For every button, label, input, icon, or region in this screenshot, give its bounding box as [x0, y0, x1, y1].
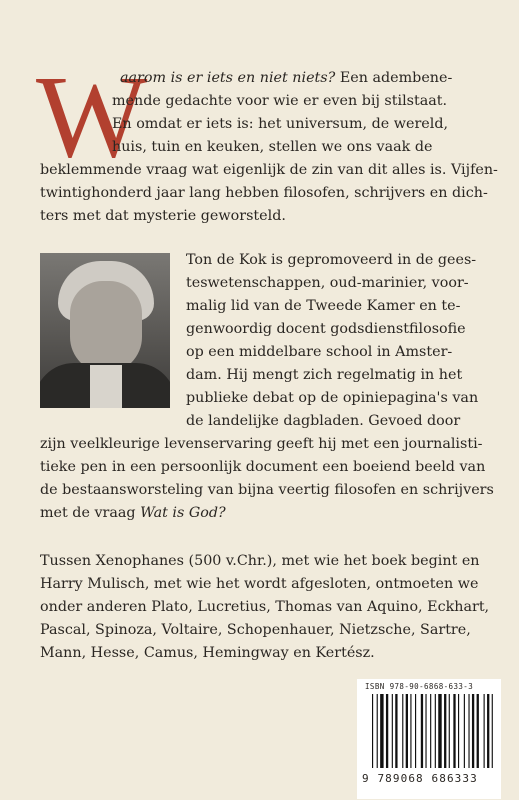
barcode-bar — [392, 694, 393, 768]
bio-line: malig lid van de Tweede Kamer en te- — [186, 298, 461, 314]
barcode-bar — [425, 694, 426, 768]
intro-line: beklemmende vraag wat eigenlijk de zin van dit alles is. Vijfen- — [40, 162, 498, 178]
drop-cap: W — [36, 51, 148, 182]
intro-line: En omdat er iets is: het universum, de wereld, — [112, 116, 449, 132]
barcode-bar — [458, 694, 459, 768]
barcode-bar — [406, 694, 408, 768]
bio-line: tieke pen in een persoonlijk document een boeiend beeld van — [40, 459, 486, 475]
intro-line: ters met dat mysterie geworsteld. — [40, 208, 286, 224]
closing-line: Pascal, Spinoza, Voltaire, Schopenhauer, Nietzsche, Sartre, — [40, 622, 471, 638]
closing-line: Tussen Xenophanes (500 v.Chr.), met wie het boek begint en — [40, 553, 480, 569]
isbn-label: ISBN 978-90-6868-633-3 — [365, 682, 474, 691]
bio-line: de landelijke dagbladen. Gevoed door — [186, 413, 461, 429]
bio-line: publieke debat op de opiniepagina's van — [186, 390, 479, 406]
bio-last-prefix: met de vraag — [40, 505, 141, 521]
bio-line: genwoordig docent godsdienstfilosofie — [186, 321, 466, 337]
intro-line: mende gedachte voor wie er even bij stilstaat. — [112, 93, 448, 109]
barcode-bar — [435, 694, 436, 768]
intro-line-1 — [120, 71, 452, 85]
barcode-bar — [415, 694, 416, 768]
barcode-bar — [380, 694, 383, 768]
intro-lead-italic: aarom is er iets en niet niets? — [120, 70, 336, 86]
barcode-bar — [377, 694, 378, 768]
barcode-bar — [453, 694, 455, 768]
barcode-bar — [464, 694, 465, 768]
barcode-bar — [386, 694, 388, 768]
bio-line: zijn veelkleurige levenservaring geeft hij met een journalisti- — [40, 436, 483, 452]
bio-line: op een middelbare school in Amster- — [186, 344, 453, 360]
bio-line: de bestaansworsteling van bijna veertig filosofen en schrijvers — [40, 482, 494, 498]
barcode-bar — [492, 694, 493, 768]
intro-line: twintighonderd jaar lang hebben filosofen, schrijvers en dich- — [40, 185, 488, 201]
barcode-bar — [395, 694, 397, 768]
barcode-bar — [438, 694, 441, 768]
barcode-bar — [402, 694, 403, 768]
barcode-bar — [421, 694, 423, 768]
intro-line: huis, tuin en keuken, stellen we ons vaak de — [112, 139, 433, 155]
closing-line: Mann, Hesse, Camus, Hemingway en Kertész. — [40, 645, 375, 661]
book-title-italic: Wat is God? — [140, 505, 226, 521]
barcode-bar — [477, 694, 479, 768]
barcode — [372, 694, 496, 768]
barcode-bar — [487, 694, 489, 768]
barcode-bar — [410, 694, 411, 768]
intro-lead-rest: Een adembene- — [335, 70, 453, 86]
barcode-bar — [484, 694, 485, 768]
bio-line: teswetenschappen, oud-marinier, voor- — [186, 275, 469, 291]
closing-line: onder anderen Plato, Lucretius, Thomas van Aquino, Eckhart, — [40, 599, 490, 615]
barcode-number: 9 789068 686333 — [362, 772, 478, 785]
barcode-bar — [372, 694, 373, 768]
barcode-bar — [449, 694, 450, 768]
closing-line: Harry Mulisch, met wie het wordt afgesloten, ontmoeten we — [40, 576, 479, 592]
barcode-bar — [430, 694, 431, 768]
bio-last-line — [40, 506, 226, 520]
barcode-bar — [472, 694, 474, 768]
barcode-bar — [468, 694, 469, 768]
author-portrait-photo — [40, 253, 170, 408]
bio-line: dam. Hij mengt zich regelmatig in het — [186, 367, 463, 383]
bio-line: Ton de Kok is gepromoveerd in de gees- — [186, 252, 477, 268]
barcode-bar — [444, 694, 446, 768]
